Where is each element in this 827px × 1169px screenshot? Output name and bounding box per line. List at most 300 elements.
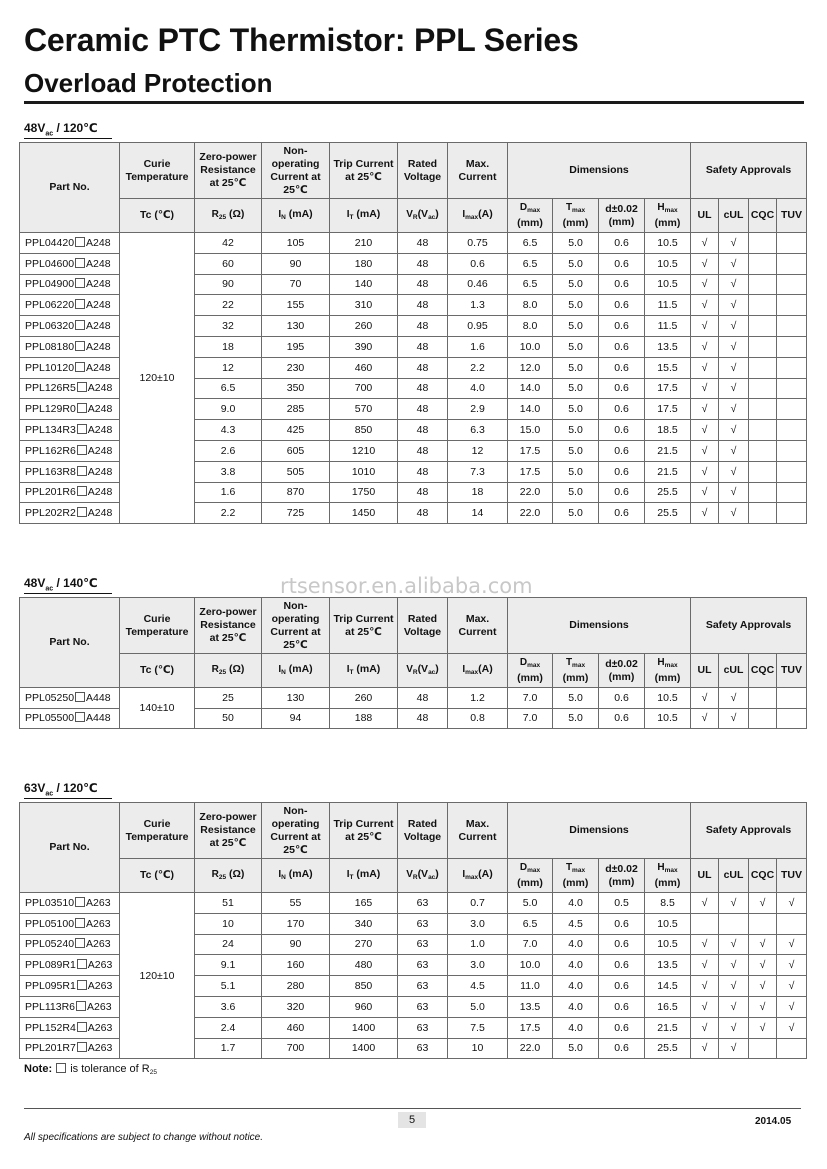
section-voltage-sub: ac	[45, 790, 54, 798]
cul-check: √	[719, 274, 749, 295]
part-number	[20, 378, 120, 399]
resistance: 42	[195, 233, 262, 254]
cul-check: √	[719, 934, 749, 955]
section-temp: / 140℃	[53, 576, 98, 590]
part-number-suffix: A263	[87, 1000, 112, 1013]
dmax-value: 6.5	[508, 253, 553, 274]
dmax-symbol	[520, 862, 540, 873]
tmax-value: 5.0	[553, 399, 599, 420]
non-operating-current: 130	[262, 316, 330, 337]
part-number-suffix: A248	[87, 486, 113, 499]
dmax-value: 7.0	[508, 688, 553, 709]
tmax-unit: (mm)	[562, 672, 589, 684]
resistance: 60	[195, 253, 262, 274]
hmax-value: 25.5	[645, 482, 691, 503]
part-number-suffix: A248	[86, 299, 111, 312]
hmax-symbol-sub: max	[664, 662, 678, 669]
tuv-check	[777, 1038, 807, 1059]
header-ul: UL	[691, 654, 719, 688]
max-current: 1.2	[448, 688, 508, 709]
cqc-check	[749, 336, 777, 357]
non-operating-current: 195	[262, 336, 330, 357]
vr-open: (V	[417, 867, 429, 880]
tuv-check	[777, 688, 807, 709]
header-zero-power: Zero-power Resistance at 25℃	[195, 598, 262, 654]
hmax-value: 21.5	[645, 1017, 691, 1038]
tmax-value: 5.0	[553, 233, 599, 254]
it-symbol-main: I	[346, 663, 350, 675]
part-number-suffix: A248	[86, 320, 111, 333]
dmax-value: 15.0	[508, 420, 553, 441]
section-temp: / 120℃	[53, 121, 98, 135]
dmax-unit: (mm)	[517, 877, 543, 889]
max-current: 0.95	[448, 316, 508, 337]
max-current: 6.3	[448, 420, 508, 441]
part-number-suffix: A248	[87, 507, 113, 520]
non-operating-current: 460	[262, 1017, 330, 1038]
in-symbol-sub: N	[281, 213, 286, 221]
trip-current: 1750	[330, 482, 398, 503]
max-current: 4.5	[448, 976, 508, 997]
dmax-value: 10.0	[508, 955, 553, 976]
r25-symbol-main: R	[211, 208, 219, 220]
lead-diameter: 0.6	[599, 357, 645, 378]
d002-unit: (mm)	[608, 875, 635, 888]
part-number-prefix: PPL04600	[25, 257, 75, 270]
part-number-suffix: A248	[87, 465, 113, 478]
non-operating-current: 130	[262, 688, 330, 709]
max-current: 1.3	[448, 295, 508, 316]
ul-check: √	[691, 688, 719, 709]
resistance: 2.2	[195, 503, 262, 524]
cul-check: √	[719, 503, 749, 524]
trip-current: 700	[330, 378, 398, 399]
part-number	[20, 976, 120, 997]
ul-check: √	[691, 357, 719, 378]
part-number	[20, 253, 120, 274]
tmax-value: 4.0	[553, 893, 599, 914]
resistance: 51	[195, 893, 262, 914]
tuv-check	[777, 482, 807, 503]
tuv-check	[777, 378, 807, 399]
tuv-check	[777, 461, 807, 482]
cqc-check	[749, 708, 777, 729]
tuv-check	[777, 708, 807, 729]
lead-diameter: 0.6	[599, 708, 645, 729]
vr-symbol-sub: R	[412, 668, 418, 676]
part-number-prefix: PPL05250	[25, 691, 75, 704]
note-label: Note:	[24, 1063, 53, 1075]
part-number	[20, 274, 120, 295]
max-current: 10	[448, 1038, 508, 1059]
dmax-value: 12.0	[508, 357, 553, 378]
cqc-check	[749, 274, 777, 295]
tuv-check: √	[777, 976, 807, 997]
tmax-value: 5.0	[553, 274, 599, 295]
imax-symbol	[462, 664, 478, 675]
part-number	[20, 336, 120, 357]
ul-check: √	[691, 461, 719, 482]
it-symbol-main: I	[346, 868, 350, 880]
r25-symbol	[212, 209, 226, 220]
part-number	[20, 233, 120, 254]
part-number	[20, 295, 120, 316]
header-cqc: CQC	[749, 859, 777, 893]
lead-diameter: 0.6	[599, 955, 645, 976]
section-title-text-1	[24, 576, 112, 594]
imax-symbol-main: I	[462, 208, 466, 220]
tolerance-box-icon	[75, 299, 85, 309]
in-symbol-main: I	[278, 663, 282, 675]
cqc-check	[749, 233, 777, 254]
part-number-prefix: PPL06220	[25, 299, 75, 312]
header-trip: Trip Current at 25℃	[330, 803, 398, 859]
lead-diameter: 0.6	[599, 274, 645, 295]
non-operating-current: 90	[262, 934, 330, 955]
resistance: 90	[195, 274, 262, 295]
dmax-symbol-main: D	[519, 657, 528, 668]
tolerance-box-icon	[77, 486, 87, 496]
header-max-current: Max. Current	[448, 143, 508, 199]
cqc-check	[749, 688, 777, 709]
resistance: 32	[195, 316, 262, 337]
cul-check: √	[719, 1017, 749, 1038]
title-rule	[24, 101, 804, 104]
tmax-value: 5.0	[553, 440, 599, 461]
resistance: 18	[195, 336, 262, 357]
part-number-prefix: PPL134R3	[25, 424, 76, 437]
part-number-prefix: PPL163R8	[25, 465, 76, 478]
rated-voltage: 48	[398, 399, 448, 420]
in-symbol-main: I	[278, 868, 282, 880]
tmax-value: 5.0	[553, 420, 599, 441]
dmax-value: 17.5	[508, 440, 553, 461]
cul-check: √	[719, 253, 749, 274]
tolerance-box-icon	[75, 237, 85, 247]
non-operating-current: 70	[262, 274, 330, 295]
hmax-value: 10.5	[645, 274, 691, 295]
tuv-check	[777, 295, 807, 316]
tmax-symbol-main: T	[565, 202, 573, 213]
header-d002	[599, 859, 645, 893]
r25-symbol-sub: 25	[218, 213, 227, 221]
non-operating-current: 870	[262, 482, 330, 503]
cul-check: √	[719, 316, 749, 337]
hmax-value: 8.5	[645, 893, 691, 914]
hmax-value: 17.5	[645, 378, 691, 399]
max-current: 1.6	[448, 336, 508, 357]
cul-check: √	[719, 688, 749, 709]
tolerance-box-icon	[77, 466, 87, 476]
imax-symbol	[462, 869, 478, 880]
in-symbol-main: I	[278, 208, 282, 220]
spec-table-2	[19, 802, 807, 1059]
ul-check: √	[691, 934, 719, 955]
part-number	[20, 461, 120, 482]
cul-check: √	[719, 399, 749, 420]
header-in	[262, 654, 330, 688]
max-current: 0.46	[448, 274, 508, 295]
cqc-check	[749, 420, 777, 441]
tuv-check: √	[777, 1017, 807, 1038]
lead-diameter: 0.5	[599, 893, 645, 914]
hmax-value: 10.5	[645, 913, 691, 934]
section-title-text-2	[24, 781, 112, 799]
max-current: 7.3	[448, 461, 508, 482]
part-number-prefix: PPL113R6	[25, 1000, 76, 1013]
header-trip: Trip Current at 25℃	[330, 598, 398, 654]
rated-voltage: 48	[398, 708, 448, 729]
trip-current: 480	[330, 955, 398, 976]
part-number-suffix: A263	[86, 896, 111, 909]
rated-voltage: 48	[398, 233, 448, 254]
rated-voltage: 48	[398, 357, 448, 378]
hmax-value: 10.5	[645, 688, 691, 709]
lead-diameter: 0.6	[599, 461, 645, 482]
r25-unit: (Ω)	[226, 867, 245, 880]
table-row	[20, 233, 807, 254]
it-unit: (mA)	[353, 662, 381, 675]
part-number-prefix: PPL05100	[25, 917, 75, 930]
lead-diameter: 0.6	[599, 1017, 645, 1038]
tuv-check	[777, 253, 807, 274]
trip-current: 1210	[330, 440, 398, 461]
lead-diameter: 0.6	[599, 316, 645, 337]
in-symbol	[278, 869, 285, 880]
ul-check: √	[691, 1038, 719, 1059]
tmax-value: 5.0	[553, 688, 599, 709]
trip-current: 310	[330, 295, 398, 316]
header-ul: UL	[691, 199, 719, 233]
part-number-prefix: PPL201R7	[25, 1042, 76, 1055]
cqc-check: √	[749, 934, 777, 955]
it-symbol-main: I	[346, 208, 350, 220]
non-operating-current: 230	[262, 357, 330, 378]
page-number: 5	[398, 1112, 426, 1128]
in-symbol	[278, 664, 285, 675]
header-dmax	[508, 199, 553, 233]
in-unit: (mA)	[285, 207, 313, 220]
cqc-check	[749, 440, 777, 461]
cqc-check	[749, 482, 777, 503]
imax-unit: (A)	[478, 867, 493, 880]
section-voltage: 48V	[24, 121, 46, 135]
section-voltage-sub: ac	[45, 585, 54, 593]
header-part-no: Part No.	[20, 803, 120, 893]
part-number-prefix: PPL129R0	[25, 403, 76, 416]
dmax-value: 6.5	[508, 913, 553, 934]
it-symbol-sub: T	[349, 668, 354, 676]
tmax-value: 5.0	[553, 503, 599, 524]
part-number-suffix: A248	[87, 382, 113, 395]
resistance: 9.1	[195, 955, 262, 976]
header-row-1	[20, 803, 807, 859]
part-number-suffix: A448	[86, 712, 111, 725]
r25-symbol-sub: 25	[218, 873, 227, 881]
part-number	[20, 482, 120, 503]
header-d002	[599, 199, 645, 233]
hmax-value: 21.5	[645, 461, 691, 482]
r25-symbol-main: R	[211, 663, 219, 675]
header-dmax	[508, 654, 553, 688]
resistance: 9.0	[195, 399, 262, 420]
tuv-check	[777, 274, 807, 295]
part-number	[20, 357, 120, 378]
lead-diameter: 0.6	[599, 996, 645, 1017]
d002-label: d±0.02	[605, 862, 638, 875]
header-cqc: CQC	[749, 654, 777, 688]
resistance: 1.7	[195, 1038, 262, 1059]
header-cul: cUL	[719, 199, 749, 233]
header-trip: Trip Current at 25℃	[330, 143, 398, 199]
max-current: 0.6	[448, 253, 508, 274]
tuv-check	[777, 233, 807, 254]
header-part-no: Part No.	[20, 143, 120, 233]
trip-current: 1400	[330, 1017, 398, 1038]
cqc-check	[749, 503, 777, 524]
tmax-value: 4.0	[553, 976, 599, 997]
dmax-value: 5.0	[508, 893, 553, 914]
non-operating-current: 55	[262, 893, 330, 914]
lead-diameter: 0.6	[599, 336, 645, 357]
vr-symbol	[406, 664, 417, 675]
r25-unit: (Ω)	[226, 207, 245, 220]
section-voltage: 63V	[24, 781, 46, 795]
part-number-suffix: A263	[87, 1042, 113, 1055]
lead-diameter: 0.6	[599, 913, 645, 934]
it-symbol-sub: T	[349, 873, 354, 881]
non-operating-current: 170	[262, 913, 330, 934]
non-operating-current: 725	[262, 503, 330, 524]
header-r25	[195, 199, 262, 233]
cul-check: √	[719, 336, 749, 357]
disclaimer: All specifications are subject to change without notice.	[24, 1132, 264, 1143]
rated-voltage: 63	[398, 913, 448, 934]
max-current: 12	[448, 440, 508, 461]
hmax-value: 10.5	[645, 934, 691, 955]
hmax-value: 11.5	[645, 295, 691, 316]
cul-check	[719, 913, 749, 934]
tuv-check	[777, 440, 807, 461]
tmax-value: 4.0	[553, 1017, 599, 1038]
header-row-2	[20, 654, 807, 688]
lead-diameter: 0.6	[599, 253, 645, 274]
cul-check: √	[719, 357, 749, 378]
hmax-value: 18.5	[645, 420, 691, 441]
tmax-symbol	[566, 862, 585, 873]
cqc-check	[749, 295, 777, 316]
imax-unit: (A)	[478, 662, 493, 675]
non-operating-current: 350	[262, 378, 330, 399]
hmax-value: 25.5	[645, 1038, 691, 1059]
cul-check: √	[719, 955, 749, 976]
tmax-value: 5.0	[553, 461, 599, 482]
header-ul: UL	[691, 859, 719, 893]
rated-voltage: 48	[398, 440, 448, 461]
resistance: 1.6	[195, 482, 262, 503]
vr-close: )	[435, 662, 439, 675]
dmax-value: 14.0	[508, 399, 553, 420]
dmax-value: 17.5	[508, 461, 553, 482]
trip-current: 140	[330, 274, 398, 295]
lead-diameter: 0.6	[599, 482, 645, 503]
curie-temperature: 120±10	[120, 233, 195, 524]
tmax-value: 5.0	[553, 1038, 599, 1059]
tolerance-box-icon	[77, 507, 87, 517]
header-row-2	[20, 199, 807, 233]
ul-check: √	[691, 708, 719, 729]
max-current: 7.5	[448, 1017, 508, 1038]
header-zero-power: Zero-power Resistance at 25℃	[195, 803, 262, 859]
part-number-prefix: PPL06320	[25, 320, 75, 333]
resistance: 10	[195, 913, 262, 934]
tolerance-box-icon	[75, 938, 85, 948]
rated-voltage: 63	[398, 1017, 448, 1038]
part-number-suffix: A263	[87, 1021, 113, 1034]
non-operating-current: 105	[262, 233, 330, 254]
part-number-suffix: A263	[87, 980, 113, 993]
imax-symbol-sub: max	[465, 873, 479, 881]
trip-current: 1450	[330, 503, 398, 524]
part-number-suffix: A263	[86, 938, 111, 951]
header-row-1	[20, 143, 807, 199]
dmax-unit: (mm)	[517, 672, 543, 684]
rated-voltage: 48	[398, 336, 448, 357]
cqc-check	[749, 253, 777, 274]
trip-current: 188	[330, 708, 398, 729]
in-symbol-sub: N	[281, 873, 286, 881]
in-symbol	[278, 209, 285, 220]
header-in	[262, 859, 330, 893]
header-safety: Safety Approvals	[691, 598, 807, 654]
section-title-2	[24, 781, 112, 799]
header-tmax	[553, 859, 599, 893]
max-current: 2.9	[448, 399, 508, 420]
header-part-no: Part No.	[20, 598, 120, 688]
hmax-value: 16.5	[645, 996, 691, 1017]
tolerance-box-icon	[77, 424, 87, 434]
cqc-check	[749, 913, 777, 934]
ul-check: √	[691, 482, 719, 503]
tmax-value: 5.0	[553, 336, 599, 357]
curie-temperature: 140±10	[120, 688, 195, 729]
tmax-symbol-main: T	[565, 862, 573, 873]
tmax-symbol	[566, 657, 585, 668]
header-non-operating: Non-operating Current at 25℃	[262, 803, 330, 859]
dmax-value: 7.0	[508, 934, 553, 955]
part-number-prefix: PPL08180	[25, 340, 75, 353]
d002-unit: (mm)	[608, 670, 635, 683]
part-number-prefix: PPL162R6	[25, 444, 76, 457]
non-operating-current: 285	[262, 399, 330, 420]
header-tuv: TUV	[777, 199, 807, 233]
part-number	[20, 893, 120, 914]
tmax-symbol-sub: max	[572, 207, 586, 214]
ul-check: √	[691, 503, 719, 524]
rated-voltage: 63	[398, 955, 448, 976]
part-number	[20, 913, 120, 934]
vr-ac: ac	[428, 213, 436, 221]
lead-diameter: 0.6	[599, 399, 645, 420]
cqc-check	[749, 1038, 777, 1059]
part-number	[20, 316, 120, 337]
cul-check: √	[719, 708, 749, 729]
header-rated: Rated Voltage	[398, 803, 448, 859]
tmax-value: 5.0	[553, 295, 599, 316]
note-sub: 25	[149, 1069, 157, 1076]
ul-check: √	[691, 295, 719, 316]
dmax-value: 17.5	[508, 1017, 553, 1038]
